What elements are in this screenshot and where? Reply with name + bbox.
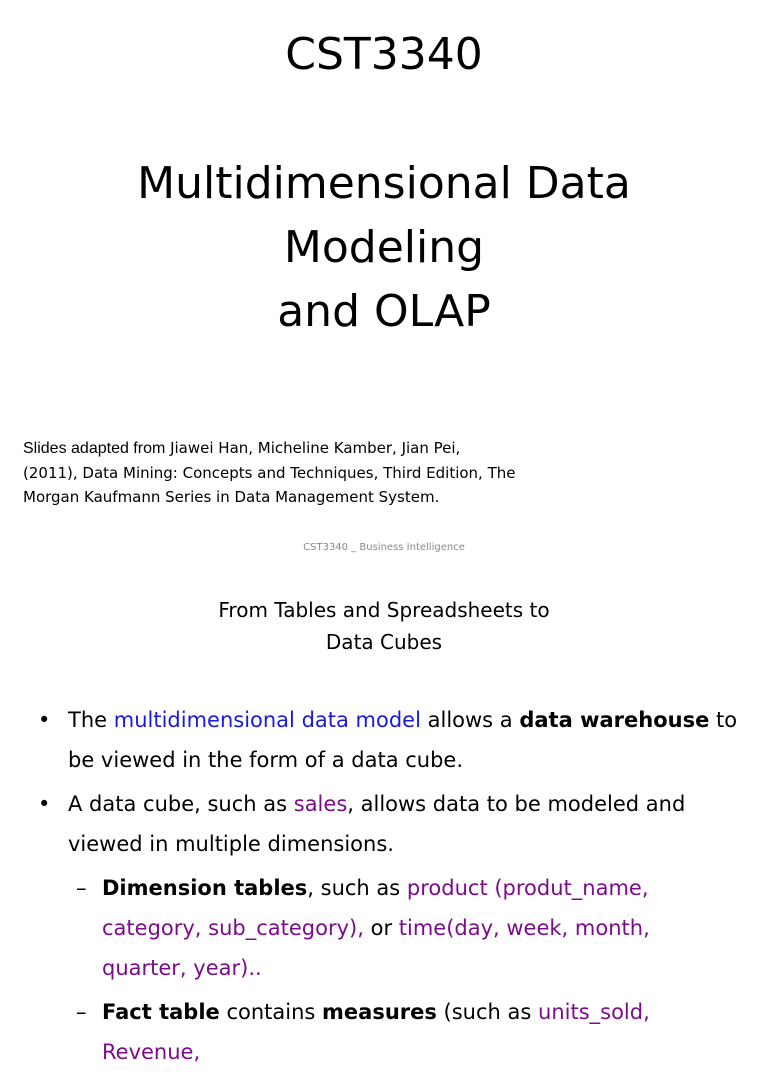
term-units-sold: units_sold, Revenue, (102, 1000, 650, 1064)
slide2-title-line-2: Data Cubes (325, 630, 443, 654)
slide2-title (0, 594, 768, 658)
bullet-item (38, 700, 738, 780)
bullet-dot-icon: • (38, 708, 51, 732)
text-run: A data cube, such as (68, 792, 294, 816)
text-run: allows a (420, 708, 520, 732)
title-line-1: Multidimensional Data (137, 158, 631, 209)
credit-line-3: Morgan Kaufmann Series in Data Management System. (23, 488, 440, 506)
bullet-item (38, 784, 738, 864)
credit-lead: Slides adapted from (23, 440, 166, 457)
term-dimension-tables: Dimension tables (102, 876, 308, 900)
course-code: CST3340 (285, 29, 483, 80)
term-time: time(day, week, month, quarter, year).. (102, 916, 650, 980)
title-line-2: Modeling (283, 222, 485, 273)
slide-title (0, 152, 768, 344)
term-fact-table: Fact table (102, 1000, 220, 1024)
credit-text (23, 436, 563, 509)
text-run: , such as (307, 876, 407, 900)
sub-bullet-item (38, 992, 738, 1072)
dash-icon: – (76, 876, 87, 900)
dash-icon: – (76, 1000, 87, 1024)
term-data-warehouse: data warehouse (519, 708, 710, 732)
term-measures: measures (322, 1000, 437, 1024)
term-multidimensional-data-model: multidimensional data model (113, 708, 421, 732)
term-sales: sales (293, 792, 348, 816)
text-run: or (363, 916, 399, 940)
text-run: The (68, 708, 114, 732)
term-product: product (produt_name, category, sub_category), (102, 876, 649, 940)
credit-line-2: (2011), Data Mining: Concepts and Techniques, Third Edition, The (23, 464, 516, 482)
title-line-3: and OLAP (277, 286, 491, 337)
sub-bullet-item (38, 868, 738, 988)
credit-authors: Jiawei Han, Micheline Kamber, Jian Pei, (165, 439, 461, 457)
text-run: to be viewed in the form of a data cube. (68, 708, 738, 772)
bullet-dot-icon: • (38, 792, 51, 816)
text-run: , allows data to be modeled and viewed in multiple dimensions. (68, 792, 686, 856)
slide-footer: CST3340 _ Business Intelligence (303, 542, 465, 553)
bullet-list (38, 700, 738, 1076)
text-run: contains (219, 1000, 323, 1024)
slide2-title-line-1: From Tables and Spreadsheets to (218, 598, 550, 622)
text-run: (such as (436, 1000, 539, 1024)
